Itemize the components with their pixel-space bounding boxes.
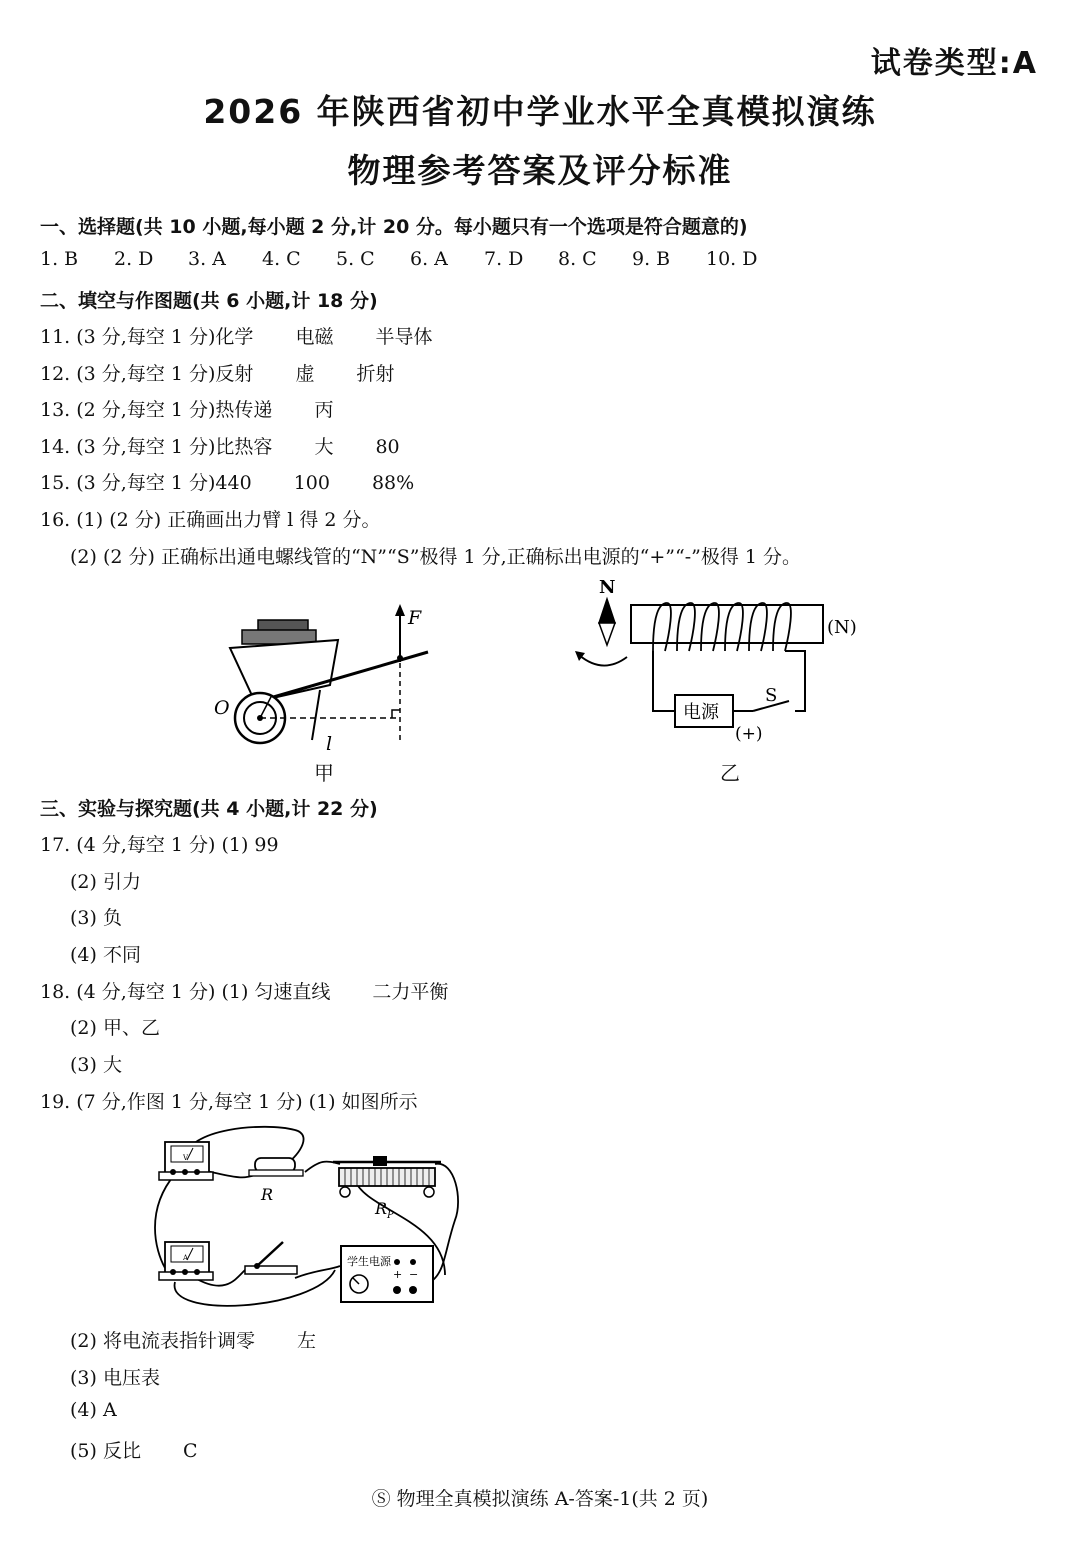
answer-line-19-3: (3) 电压表: [70, 1367, 160, 1389]
q13-prefix: 13. (2 分,每空 1 分): [40, 399, 216, 421]
voltmeter-symbol: V: [183, 1154, 189, 1162]
answer-line-17-4: (4) 不同: [70, 944, 141, 966]
answer-line-17-1: 17. (4 分,每空 1 分) (1) 99: [40, 834, 279, 856]
switch-label-S: S: [765, 685, 778, 706]
answer-line-17-3: (3) 负: [70, 907, 122, 929]
figure-yi-caption: 乙: [720, 761, 740, 785]
q18-prefix: 18. (4 分,每空 1 分) (1) 匀速直线: [40, 981, 331, 1003]
label-O: O: [214, 697, 230, 719]
page-title: 2026 年陕西省初中学业水平全真模拟演练: [203, 92, 877, 131]
force-arrow-head: [395, 604, 405, 616]
q14-a2: 大: [314, 436, 334, 458]
paper-type-label: 试卷类型:A: [870, 46, 1038, 81]
switch-base: [245, 1266, 297, 1274]
q14-a1: 比热容: [215, 436, 273, 458]
answer-8: 8. C: [558, 248, 597, 270]
compass-needle-north: [599, 599, 615, 623]
answer-line-16-1: 16. (1) (2 分) 正确画出力臂 l 得 2 分。: [40, 509, 381, 531]
section-2-heading: 二、填空与作图题(共 6 小题,计 18 分): [40, 290, 378, 312]
compass-needle-south: [599, 623, 615, 645]
answer-line-12: [40, 359, 394, 386]
ammeter-symbol: A: [183, 1254, 189, 1262]
figure-jia-lever: [200, 590, 450, 760]
page-subtitle: 物理参考答案及评分标准: [347, 151, 733, 190]
answer-1: 1. B: [40, 248, 79, 270]
rotation-arrow: [579, 655, 627, 666]
answer-10: 10. D: [706, 248, 758, 270]
wire-left: [653, 651, 675, 711]
q19-5-a1: (5) 反比: [70, 1440, 141, 1462]
q15-a2: 100: [293, 472, 330, 494]
page-footer: Ⓢ 物理全真模拟演练 A-答案-1(共 2 页): [371, 1488, 709, 1510]
q14-prefix: 14. (3 分,每空 1 分): [40, 436, 216, 458]
q11-a2: 电磁: [295, 326, 334, 348]
q13-a1: 热传递: [215, 399, 273, 421]
q14-a3: 80: [375, 436, 400, 458]
q11-a3: 半导体: [375, 326, 433, 348]
answer-line-19-5: [70, 1436, 198, 1463]
answer-line-19-4: (4) A: [70, 1399, 117, 1421]
choice-answers: [40, 248, 780, 270]
barrow-leg: [312, 690, 320, 740]
power-supply-label: 学生电源: [347, 1255, 391, 1268]
power-plus-label: (+): [735, 724, 763, 744]
q12-a2: 虚: [295, 363, 315, 385]
answer-line-15: [40, 468, 414, 495]
q19-2-prefix: (2) 将电流表指针调零: [70, 1330, 255, 1352]
switch-lever: [257, 1242, 283, 1266]
q15-prefix: 15. (3 分,每空 1 分): [40, 472, 216, 494]
q18-a2: 二力平衡: [372, 981, 449, 1003]
answer-line-16-2: (2) (2 分) 正确标出通电螺线管的“N”“S”极得 1 分,正确标出电源的“+”“-”极得 1 分。: [70, 546, 802, 568]
answer-line-18-1: [40, 977, 448, 1004]
answer-line-19-2: [70, 1326, 316, 1353]
answer-line-18-3: (3) 大: [70, 1054, 122, 1076]
label-l: l: [326, 733, 333, 755]
answer-4: 4. C: [262, 248, 301, 270]
q12-a1: 反射: [215, 363, 254, 385]
answer-3: 3. A: [188, 248, 226, 270]
answer-line-17-2: (2) 引力: [70, 871, 141, 893]
coil-label-N: (N): [827, 617, 857, 638]
label-Rp: $R_P$: [375, 1199, 394, 1221]
q19-5-a2: C: [182, 1440, 198, 1462]
answer-7: 7. D: [484, 248, 524, 270]
right-angle-mark: [392, 710, 400, 718]
power-plus: +: [393, 1268, 403, 1281]
q11-a1: 化学: [215, 326, 254, 348]
section-1-heading: 一、选择题(共 10 小题,每小题 2 分,计 20 分。每小题只有一个选项是符合题意的): [40, 216, 748, 238]
label-R: R: [261, 1185, 274, 1204]
power-label: 电源: [683, 702, 719, 723]
q11-prefix: 11. (3 分,每空 1 分): [40, 326, 216, 348]
q19-2-a2: 左: [296, 1330, 316, 1352]
answer-9: 9. B: [632, 248, 671, 270]
answer-6: 6. A: [410, 248, 448, 270]
power-minus: −: [409, 1268, 419, 1281]
answer-line-13: [40, 395, 333, 422]
q15-a3: 88%: [371, 472, 415, 494]
figure-yi-solenoid: [565, 575, 885, 755]
figure-circuit: [145, 1120, 475, 1320]
compass-label-N: N: [599, 577, 616, 598]
answer-2: 2. D: [114, 248, 154, 270]
answer-line-11: [40, 322, 432, 349]
rheostat-slider: [373, 1156, 387, 1166]
label-F: F: [408, 607, 422, 629]
answer-line-19-1: 19. (7 分,作图 1 分,每空 1 分) (1) 如图所示: [40, 1091, 418, 1113]
figure-jia-caption: 甲: [314, 761, 334, 785]
q15-a1: 440: [215, 472, 252, 494]
q12-a3: 折射: [356, 363, 395, 385]
q12-prefix: 12. (3 分,每空 1 分): [40, 363, 216, 385]
answer-line-18-2: (2) 甲、乙: [70, 1017, 160, 1039]
q13-a2: 丙: [314, 399, 334, 421]
answer-line-14: [40, 432, 400, 459]
answer-5: 5. C: [336, 248, 375, 270]
section-3-heading: 三、实验与探究题(共 4 小题,计 22 分): [40, 798, 378, 820]
